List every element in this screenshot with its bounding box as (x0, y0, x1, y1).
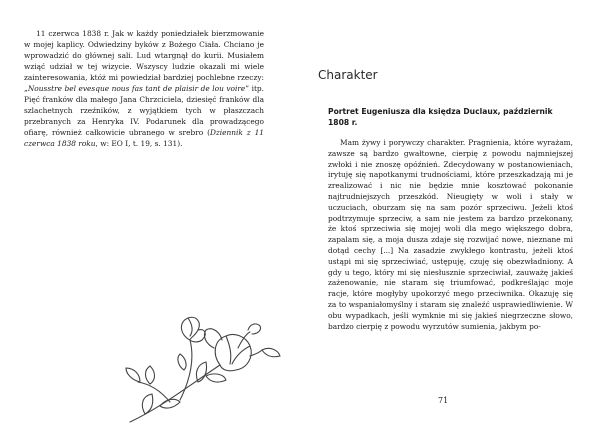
diary-paragraph (24, 28, 264, 149)
body-paragraph (328, 138, 573, 332)
right-page (300, 0, 600, 432)
page-number: 71 (438, 396, 449, 405)
section-subtitle: Portret Eugeniusza dla księdza Duclaux, październik 1808 r. (328, 107, 553, 127)
floral-line-art-icon (110, 310, 310, 425)
diary-quote: Nousstre bel evesque nous fas tant de plaisir de lou voire (27, 84, 246, 93)
body-text: Mam żywy i porywczy charakter. Pragnienia, które wyrażam, zawsze są bardzo gwałtowne, cierpię z powodu najmniejszej zwłoki i nie znoszę opóźnień. Zdecydowany w postanowieniach, irytuję się napotkanymi trudnościami, które przeszkadzają mi je zrealizować i nic nie będzie mnie kosztować pokonanie najtrudniejszych przeszkód. Nieugięty w woli i stały w uczuciach, oburzam się na sam pozór sprzeciwu. Jeżeli ktoś podtrzymuje sprzeciw, a sam nie jestem za bardzo przekonany, że ktoś sprzeciwia się mojej woli dla mego większego dobra, zapalam się, a moja dusza zdaje się rozwijać nowe, nieznane mi dotąd cechy [...] Na zasadzie zwykłego kontrastu, jeżeli ktoś ustąpi mi się sprzeciwiać, ustępuję, czuję się obezwładniony. A gdy u tego, który mi się niesłusznie sprzeciwiał, zauważę jakieś zażenowanie, nie staram się triumfować, podkreślając moje racje, które mogłyby upokorzyć mego przeciwnika. Okazuję się za to wspaniałomyślny i staram się znaleźć usprawiedliwienie. W obu wypadkach, jeśli wymknie mi się jakieś niegrzeczne słowo, bardzo cierpię z powodu wyrzutów sumienia, jakbym po- (328, 138, 573, 331)
diary-source: Dziennik z 11 czerwca 1838 roku (24, 128, 264, 148)
chapter-title: Charakter (318, 68, 378, 82)
diary-text: 11 czerwca 1838 r. Jak w każdy poniedziałek bierzmowanie w mojej kaplicy. Odwiedziny byków z Bożego Ciała. Chciano je wprowadzić do głównej sali. Lud wtargnął do kurii. Musiałem wziąć udział w tej wizycie. Wszyscy ludzie okazali mi wiele zainteresowania, któż mi powiedział bardziej pochlebne rzeczy: „Nousstre bel evesque nous fas tant de plaisir de lou voire” itp. Pięć franków dla małego Jana Chrzciciela, dziesięć franków dla szlachetnych rzeźników, z wyjątkiem tych w płaszczach przebranych za Henryka IV. Podarunek dla prowadzącego ofiarę, również całkowicie ubranego w srebro (Dziennik z 11 czerwca 1838 roku, w: EO I, t. 19, s. 131). (24, 29, 264, 148)
